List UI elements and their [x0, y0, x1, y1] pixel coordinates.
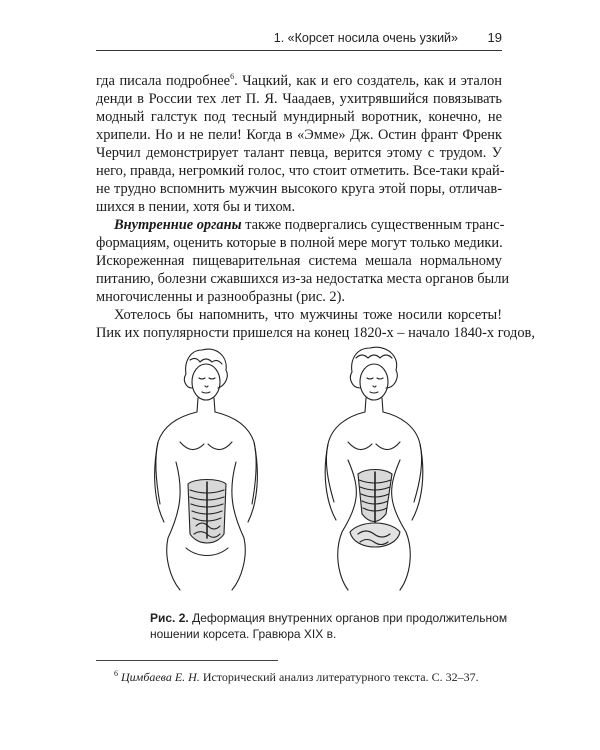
caption-label: Рис. 2. [150, 611, 189, 625]
text-line: Черчил демонстрирует талант певца, верится этому с трудом. У [96, 145, 502, 161]
footnote-author: Цимбаева Е. Н. [121, 670, 200, 684]
text-line: него, правда, негромкий голос, что стоит отметить. Все-таки край- [96, 163, 505, 179]
figure-right [325, 347, 423, 590]
figure-left [155, 349, 258, 590]
text-line: не трудно вспомнить мужчин высокого круга этой поры, отличав- [96, 181, 502, 197]
text-line: Внутренние органы также подвергались существенным транс- [114, 217, 505, 233]
text-line: Хотелось бы напомнить, что мужчины тоже носили корсеты! [114, 307, 502, 323]
corset-engraving-figure [150, 342, 460, 592]
running-title: 1. «Корсет носила очень узкий» [273, 31, 458, 45]
hair-right [350, 347, 397, 388]
text-line: хрипели. Но и не пели! Когда в «Эмме» Дж. Остин франт Френк [96, 127, 502, 143]
page-number: 19 [487, 30, 502, 45]
text-line: шихся в пении, хотя бы и тихом. [96, 199, 296, 215]
figure-caption: Рис. 2. Деформация внутренних органов при продолжительном ношении корсета. Гравюра XIX в. [150, 611, 508, 641]
footnote-ref[interactable]: 6 [230, 72, 235, 82]
text-line: денди в России тех лет П. Я. Чаадаев, ухитрявшийся повязывать [96, 91, 502, 107]
text-line: многочисленны и разнообразны (рис. 2). [96, 289, 346, 305]
hair-left [184, 349, 227, 388]
header-rule [96, 50, 502, 51]
text-line: питанию, болезни сжавшихся из-за недостатка места органов были [96, 271, 510, 287]
text-line: формациям, оценить которые в полной мере могут только медики. [96, 235, 503, 251]
running-header [96, 30, 502, 52]
text-line: гда писала подробнее$^6$. Чацкий, как и его создатель, как и эталон [96, 72, 502, 89]
footnote: $^6$ Цимбаева Е. Н. Исторический анализ литературного текста. С. 32–37. [114, 669, 479, 684]
text-line: модный галстук под тесный мундирный воротник, конечно, не [96, 109, 502, 125]
text-line: Искореженная пищеварительная система мешала нормальному [96, 253, 502, 269]
emphasis-term: Внутренние органы [114, 217, 242, 233]
footnote-marker: 6 [114, 669, 118, 678]
text-line: Пик их популярности пришелся на конец 1820-х – начало 1840-х годов, [96, 325, 535, 341]
footnote-rule [96, 660, 278, 661]
